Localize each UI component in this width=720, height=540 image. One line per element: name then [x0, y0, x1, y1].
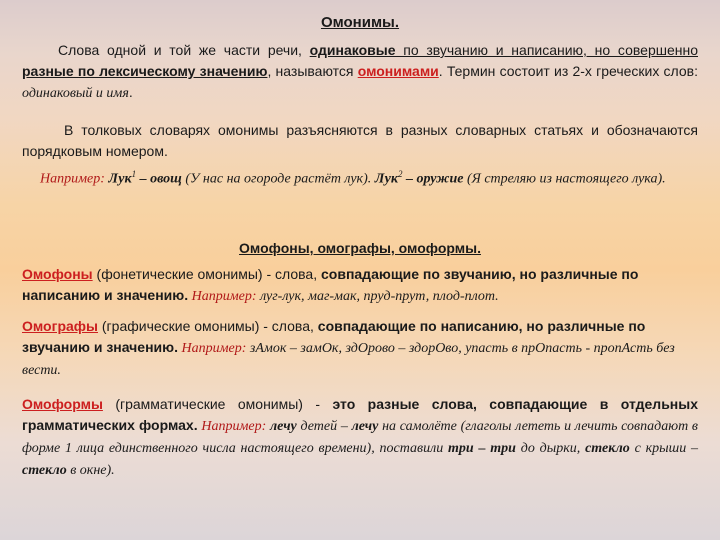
example-lead: Например: — [40, 171, 105, 187]
omoforms-text-1: детей – — [296, 419, 352, 434]
omographs-examples: зАмок – замОк, здОрово – здорОво, упасть в прОпасть - пропАсть без вести. — [22, 341, 675, 378]
definition-text: Слова одной и той же части речи, — [58, 42, 310, 58]
omophones-examples: луг-лук, маг-мак, пруд-прут, плод-плот. — [256, 289, 499, 304]
omoforms-text-5: в окне). — [66, 463, 115, 478]
omoforms-definition: (грамматические омонимы) - — [102, 396, 333, 412]
index-2: 2 — [397, 169, 403, 179]
omographs-definition: (графические омонимы) - слова, — [98, 318, 318, 334]
term-origin: одинаковый и имя — [22, 86, 129, 101]
example-sentence-2: (Я стреляю из настоящего лука). — [463, 171, 666, 187]
word-lechu-1: лечу — [266, 419, 297, 434]
word-tri: три – три — [448, 441, 516, 456]
omophones-paragraph — [22, 264, 698, 307]
omoforms-bold: это разные слова, совпадающие в отдельных грамматических формах. — [22, 396, 699, 433]
example-sentence-1: (У нас на огороде растёт лук). — [181, 171, 375, 187]
omoforms-text-4: с крыши – — [629, 441, 699, 456]
definition-text-3: , называются — [267, 63, 358, 79]
omoforms-paragraph — [22, 394, 698, 481]
term-homonyms: омонимами — [357, 63, 439, 79]
omoforms-text-3: до дырки, — [515, 441, 586, 456]
word-lechu-2: лечу — [351, 419, 379, 434]
omophones-definition: (фонетические омонимы) - слова, — [92, 266, 321, 282]
definition-bold: одинаковые — [309, 42, 396, 58]
dictionary-paragraph: В толковых словарях омонимы разъясняются в разных словарных статьях и обозначаются порядковым номером. — [22, 122, 698, 159]
word-luk-2: Лук — [374, 171, 398, 187]
word-steklo-1: стекло — [585, 441, 630, 456]
omographs-bold: совпадающие по написанию, но различные по звучанию и значению. — [22, 318, 646, 355]
term-omophones: Омофоны — [22, 266, 93, 282]
term-omographs: Омографы — [22, 318, 98, 334]
index-1: 1 — [131, 169, 137, 179]
example-luk — [40, 164, 698, 190]
omophones-bold: совпадающие по звучанию, но различные по написанию и значению. — [22, 266, 639, 303]
meaning-1: – овощ — [136, 171, 182, 187]
term-omoforms: Омоформы — [22, 396, 103, 412]
omographs-paragraph — [22, 316, 698, 381]
section-subtitle: Омофоны, омографы, омоформы. — [239, 240, 481, 256]
definition-text-4: . Термин состоит из 2-х греческих слов: — [438, 63, 698, 79]
meaning-2: – оружие — [402, 171, 464, 187]
omoforms-example-lead: Например: — [197, 419, 267, 434]
omophones-example-lead: Например: — [188, 289, 257, 304]
definition-paragraph — [22, 40, 698, 104]
omographs-example-lead: Например: — [178, 341, 247, 356]
definition-text-5: . — [128, 84, 133, 100]
omoforms-text-2: на самолёте (глаголы лететь и лечить совпадают в форме 1 лица единственного числа настоящего времени), поставили — [22, 419, 699, 456]
page-title: Омонимы. — [320, 14, 400, 31]
word-steklo-2: стекло — [22, 463, 67, 478]
definition-bold-2: разные по лексическому значению — [22, 63, 268, 79]
definition-text-2: по звучанию и написанию, но совершенно — [395, 42, 698, 58]
word-luk-1: Лук — [108, 171, 132, 187]
